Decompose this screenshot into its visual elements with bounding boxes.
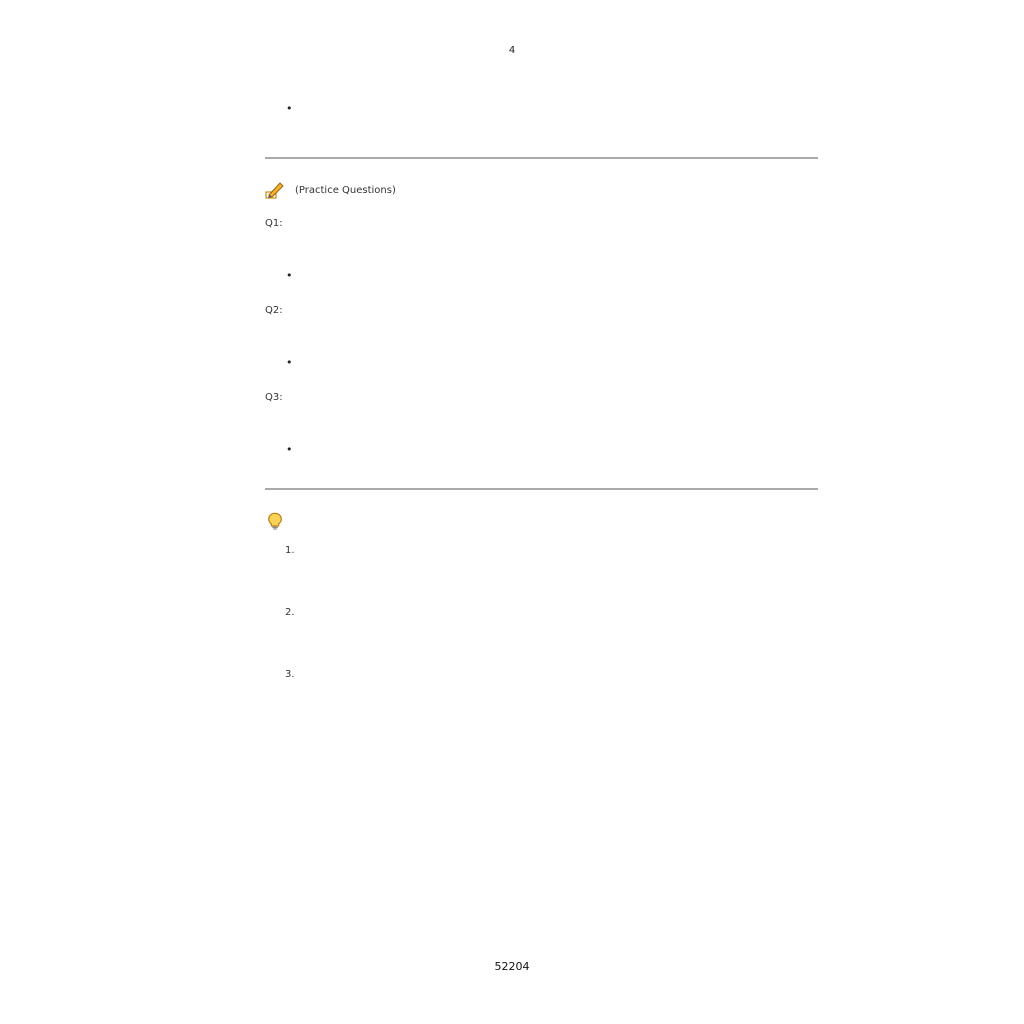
answer-item [265, 350, 818, 375]
question-text [265, 211, 818, 261]
question-label: Q1: [265, 218, 283, 229]
answer-item [265, 437, 818, 462]
question-1 [265, 211, 818, 288]
question-label: Q2: [265, 305, 283, 316]
page-content [265, 96, 818, 724]
question-label: Q3: [265, 392, 283, 403]
question-2 [265, 298, 818, 375]
tip-number: 1. [285, 545, 295, 556]
top-bullet-item [265, 96, 818, 121]
section-divider [265, 488, 818, 490]
question-text [265, 298, 818, 348]
question-text [265, 385, 818, 435]
tip-item-2 [265, 600, 818, 650]
question-3 [265, 385, 818, 462]
page-footer [0, 960, 1024, 973]
section-divider [265, 157, 818, 159]
pencil-icon [265, 181, 285, 199]
lightbulb-icon [265, 512, 285, 530]
practice-heading-suffix: (Practice Questions) [295, 184, 396, 196]
page-number: 4 [508, 45, 516, 56]
answer-item [265, 263, 818, 288]
tip-number: 2. [285, 607, 295, 618]
tip-item-1 [265, 538, 818, 588]
tip-item-3 [265, 662, 818, 712]
practice-heading [265, 179, 818, 201]
course-code: 52204 [494, 960, 530, 973]
tips-heading [265, 510, 818, 532]
tips-list [265, 538, 818, 712]
tip-number: 3. [285, 669, 295, 680]
